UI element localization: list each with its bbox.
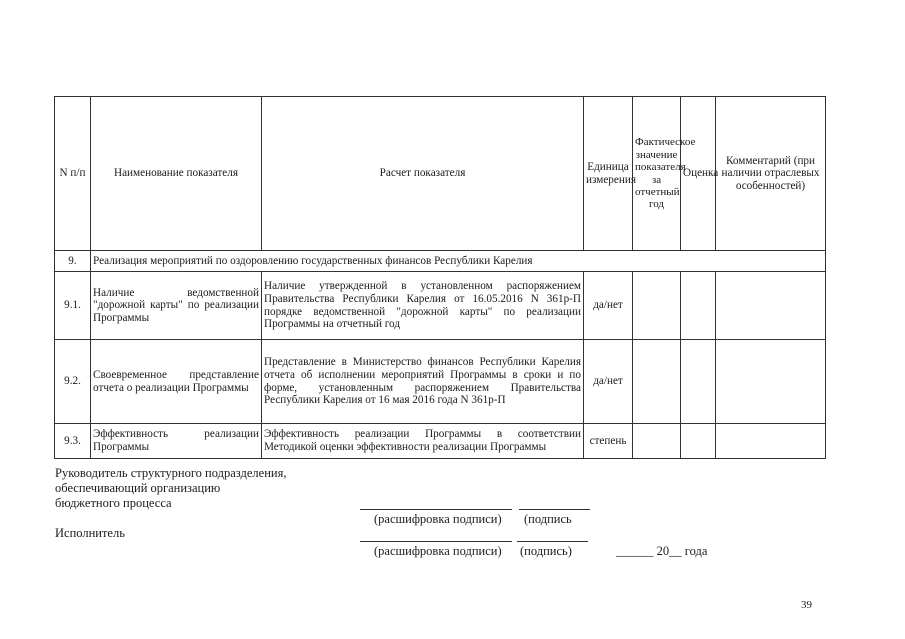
executor-label: Исполнитель: [55, 526, 125, 540]
section-title: Реализация мероприятий по оздоровлению государственных финансов Республики Карелия: [91, 251, 826, 272]
row-name: Эффективность реализации Программы: [91, 424, 262, 459]
table-row: [55, 272, 826, 340]
section-num: 9.: [55, 251, 91, 272]
header-fact: Фактическое значение показателя за отчетный год: [633, 97, 681, 251]
row-unit: да/нет: [584, 340, 633, 424]
table-row: [55, 424, 826, 459]
row-fact: [633, 340, 681, 424]
row-num: 9.1.: [55, 272, 91, 340]
row-score: [681, 424, 716, 459]
decode-line-2: [360, 541, 512, 542]
row-unit: степень: [584, 424, 633, 459]
row-unit: да/нет: [584, 272, 633, 340]
row-calc: Наличие утвержденной в установленном распоряжением Правительства Республики Карелия от 16.05.2016 N 361р-П порядке ведомственной "дорожной карты" по реализации Программы на отчетный год: [262, 272, 584, 340]
sign-label-2: (подпись): [520, 544, 572, 558]
header-score: Оценка: [681, 97, 716, 251]
row-calc: Представление в Министерство финансов Республики Карелия отчета об исполнении мероприятий Программы в сроки и по форме, установленным распоряжением Правительства Республики Карелия от 16 мая 2016 года N 361р-П: [262, 340, 584, 424]
sign-line-2: [517, 541, 588, 542]
row-fact: [633, 272, 681, 340]
header-calc: Расчет показателя: [262, 97, 584, 251]
row-comment: [716, 340, 826, 424]
row-calc: Эффективность реализации Программы в соответствии Методикой оценки эффективности реализации Программы: [262, 424, 584, 459]
section-row: [55, 251, 826, 272]
row-name: Своевременное представление отчета о реализации Программы: [91, 340, 262, 424]
row-comment: [716, 424, 826, 459]
header-num: N п/п: [55, 97, 91, 251]
decode-line-1: [360, 509, 512, 510]
head-title-line3: бюджетного процесса: [55, 496, 172, 510]
row-num: 9.3.: [55, 424, 91, 459]
decode-label-1: (расшифровка подписи): [374, 512, 502, 526]
page-number: 39: [801, 599, 812, 611]
sign-label-1: (подпись: [524, 512, 572, 526]
table-header-row: [55, 97, 826, 251]
row-name: Наличие ведомственной "дорожной карты" по реализации Программы: [91, 272, 262, 340]
row-num: 9.2.: [55, 340, 91, 424]
row-score: [681, 272, 716, 340]
header-comment: Комментарий (при наличии отраслевых особенностей): [716, 97, 826, 251]
row-score: [681, 340, 716, 424]
date-field: ______ 20__ года: [616, 544, 708, 558]
head-title-line2: обеспечивающий организацию: [55, 481, 221, 495]
indicators-table: [54, 96, 826, 459]
decode-label-2: (расшифровка подписи): [374, 544, 502, 558]
sign-line-1: [519, 509, 590, 510]
table-row: [55, 340, 826, 424]
row-comment: [716, 272, 826, 340]
head-title-line1: Руководитель структурного подразделения,: [55, 466, 287, 480]
header-unit: Единица измерения: [584, 97, 633, 251]
row-fact: [633, 424, 681, 459]
header-name: Наименование показателя: [91, 97, 262, 251]
